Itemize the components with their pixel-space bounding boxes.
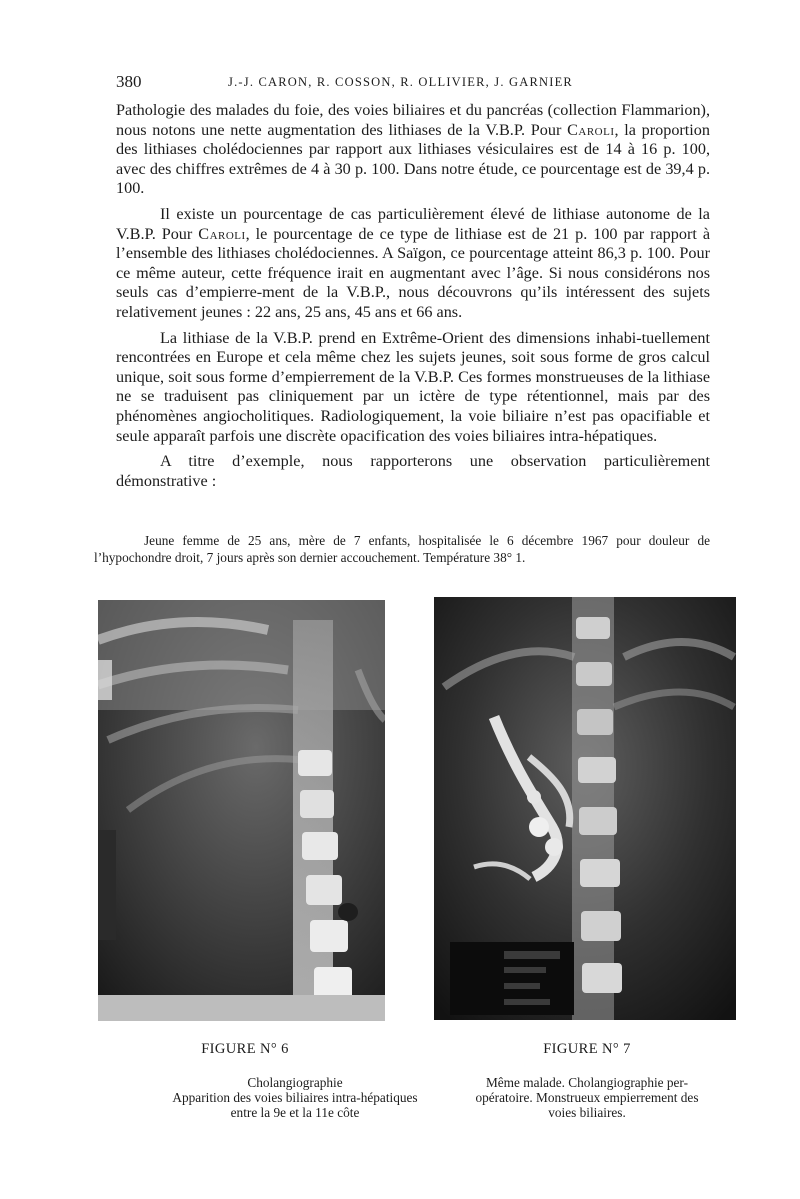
paragraph-2 — [116, 205, 710, 323]
figure-6-xray-image — [98, 600, 385, 1021]
paragraph-1-part-b: , la proportion des lithiases cholédociennes par rapport aux lithiases vésiculaires est de 14 à 16 p. 100, avec des chiffres extrêmes de 4 à 30 p. 100. Dans notre étude, ce pourcentage est de 39,4 p. 100. — [116, 120, 710, 198]
paragraph-2-part-b: , le pourcentage de ce type de lithiase est de 21 p. 100 par rapport à l’ensemble des lithiases cholédociennes. A Saïgon, ce pourcentage atteint 86,3 p. 100. Pour ce même auteur, cette fréquence irait en augmentant avec l’âge. Si nous considérons nos seuls cas d’empierre-ment de la V.B.P., nous découvrons qu’ils intéressent des sujets relativement jeunes : 22 ans, 25 ans, 45 ans et 66 ans. — [116, 224, 711, 321]
figure-7-label: FIGURE N° 7 — [543, 1041, 631, 1057]
figure-7-caption: Même malade. Cholangiographie per-opératoire. Monstrueux empierrement des voies biliaires. — [475, 1075, 699, 1120]
running-header — [116, 72, 716, 96]
figure-6-caption — [170, 1075, 420, 1120]
figure-6-title: Cholangiographie — [247, 1075, 343, 1090]
body-text — [116, 101, 710, 497]
paragraph-1 — [116, 101, 710, 199]
figure-6-caption-text: Apparition des voies biliaires intra-hépatiques entre la 9e et la 11e côte — [172, 1090, 418, 1120]
page-number: 380 — [116, 72, 142, 91]
figure-6-label: FIGURE N° 6 — [201, 1041, 289, 1057]
author-name-caroli: Caroli — [198, 224, 246, 243]
paragraph-2-part-a: Il existe un pourcentage de cas particulièrement élevé de lithiase autonome de la V.B.P. Pour — [116, 204, 710, 243]
figure-7-xray-image — [434, 597, 736, 1020]
paragraph-1-part-a: Pathologie des malades du foie, des voies biliaires et du pancréas (collection Flammarion), nous notons une nette augmentation des lithiases de la V.B.P. Pour — [116, 101, 710, 139]
paragraph-3: La lithiase de la V.B.P. prend en Extrême-Orient des dimensions inhabi-tuellement rencontrées en Europe et cela même chez les sujets jeunes, soit sous forme de gros calcul unique, soit sous forme d’empierrement de la V.B.P. Ces formes monstrueuses de la lithiase ne se traduisent pas cliniquement par un ictère de type rétentionnel, mais par des phénomènes angiocholitiques. Radiologiquement, la voie biliaire n’est pas opacifiable et seule apparaît parfois une discrète opacification des voies biliaires intra-hépatiques. — [116, 328, 710, 445]
case-report: Jeune femme de 25 ans, mère de 7 enfants, hospitalisée le 6 décembre 1967 pour douleur de l’hypochondre droit, 7 jours après son dernier accouchement. Température 38° 1. — [94, 533, 710, 565]
running-title-authors: J.-J. CARON, R. COSSON, R. OLLIVIER, J. GARNIER — [228, 75, 573, 89]
author-name-caroli: Caroli — [567, 120, 615, 139]
paragraph-4: A titre d’exemple, nous rapporterons une observation particulièrement démonstrative : — [116, 452, 710, 490]
